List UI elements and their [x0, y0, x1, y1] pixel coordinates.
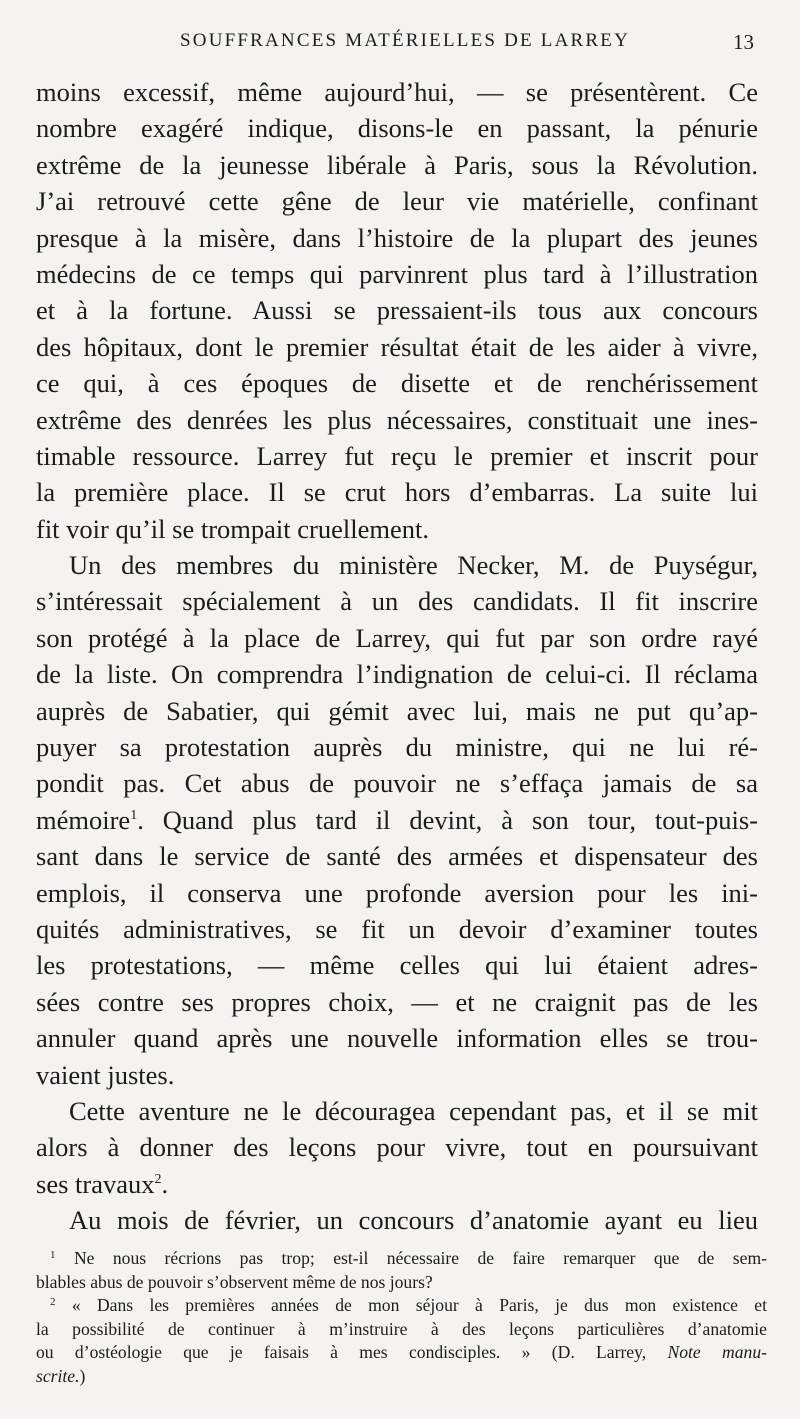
footnote-line [36, 1365, 767, 1389]
main-text [36, 74, 758, 1239]
text-line: vaient justes. [36, 1059, 175, 1090]
text-line: sant dans le service de santé des armées et dispensateur des [36, 841, 758, 872]
running-header [36, 30, 754, 56]
text-fragment: ou d’ostéologie que je faisais à mes condisciples. » (D. Larrey, [36, 1342, 668, 1362]
text-line: la première place. Il se crut hors d’embarras. La suite lui [36, 477, 758, 508]
page-number: 13 [733, 30, 754, 54]
text-line: auprès de Sabatier, qui gémit avec lui, mais ne put qu’ap- [36, 695, 758, 726]
text-fragment: mémoire [36, 804, 131, 835]
running-title: SOUFFRANCES MATÉRIELLES DE LARREY [180, 30, 630, 51]
text-line: pondit pas. Cet abus de pouvoir ne s’effaça jamais de sa [36, 768, 758, 799]
text-line: son protégé à la place de Larrey, qui fut par son ordre rayé [36, 622, 758, 653]
text-line: quités administratives, se fit un devoir d’examiner toutes [36, 913, 758, 944]
text-line: nombre exagéré indique, disons-le en passant, la pénurie [36, 113, 758, 144]
text-line [36, 802, 758, 838]
text-line [36, 1166, 758, 1202]
text-line: Un des membres du ministère Necker, M. de Puységur, [69, 550, 758, 581]
footnote-line [36, 1341, 767, 1365]
footnote-line: blables abus de pouvoir s’observent même de nos jours? [36, 1271, 433, 1292]
footnote-ref-2: 2 [154, 1171, 162, 1187]
text-line: ce qui, à ces époques de disette et de renchérissement [36, 368, 758, 399]
text-line: presque à la misère, dans l’histoire de la plupart des jeunes [36, 222, 758, 253]
footnote-marker-1: 1 [50, 1249, 56, 1261]
text-fragment: . Quand plus tard il devint, à son tour, tout-puis- [137, 804, 758, 835]
text-line: et à la fortune. Aussi se pressaient-ils tous aux concours [36, 295, 758, 326]
text-fragment: ) [79, 1365, 86, 1386]
footnote-ref-1: 1 [130, 807, 138, 823]
text-line: puyer sa protestation auprès du ministre, qui ne lui ré- [36, 732, 758, 763]
text-line: s’intéressait spécialement à un des candidats. Il fit inscrire [36, 586, 758, 617]
text-line: extrême des denrées les plus nécessaires, constituait une ines- [36, 404, 758, 435]
text-fragment: . [161, 1168, 169, 1199]
text-line: les protestations, — même celles qui lui étaient adres- [36, 950, 758, 981]
text-line: moins excessif, même aujourd’hui, — se présentèrent. Ce [36, 77, 758, 107]
text-line: de la liste. On comprendra l’indignation de celui-ci. Il réclama [36, 659, 758, 690]
footnote-line [36, 1294, 767, 1318]
text-fragment: Ne nous récrions pas trop; est-il nécessaire de faire remarquer que de sem- [73, 1248, 767, 1268]
text-line: Cette aventure ne le découragea cependant pas, et il se mit [69, 1095, 758, 1126]
text-line: sées contre ses propres choix, — et ne craignit pas de les [36, 986, 758, 1017]
text-line: alors à donner des leçons pour vivre, tout en poursuivant [36, 1132, 758, 1163]
text-line: des hôpitaux, dont le premier résultat était de les aider à vivre, [36, 331, 758, 362]
text-line: J’ai retrouvé cette gêne de leur vie matérielle, confinant [36, 186, 758, 217]
footnote-line [36, 1247, 767, 1271]
text-line: annuler quand après une nouvelle information elles se trou- [36, 1023, 758, 1054]
text-line: Au mois de février, un concours d’anatomie ayant eu lieu [69, 1205, 758, 1236]
text-fragment: ses travaux [36, 1168, 155, 1199]
text-line: extrême de la jeunesse libérale à Paris, sous la Révolution. [36, 149, 758, 180]
text-fragment: « Dans les premières années de mon séjour à Paris, je dus mon existence et [71, 1295, 767, 1315]
text-line: timable ressource. Larrey fut reçu le premier et inscrit pour [36, 440, 758, 471]
text-line: médecins de ce temps qui parvinrent plus tard à l’illustration [36, 258, 758, 289]
text-line: emplois, il conserva une profonde aversion pour les ini- [36, 877, 758, 908]
text-line: fit voir qu’il se trompait cruellement. [36, 513, 429, 544]
footnotes [36, 1247, 767, 1388]
footnote-marker-2: 2 [50, 1296, 56, 1308]
italic-fragment: Note manu- [667, 1342, 767, 1362]
footnote-line: la possibilité de continuer à m’instruire à des leçons particulières d’anatomie [36, 1318, 767, 1339]
italic-fragment: scrite. [36, 1365, 80, 1386]
